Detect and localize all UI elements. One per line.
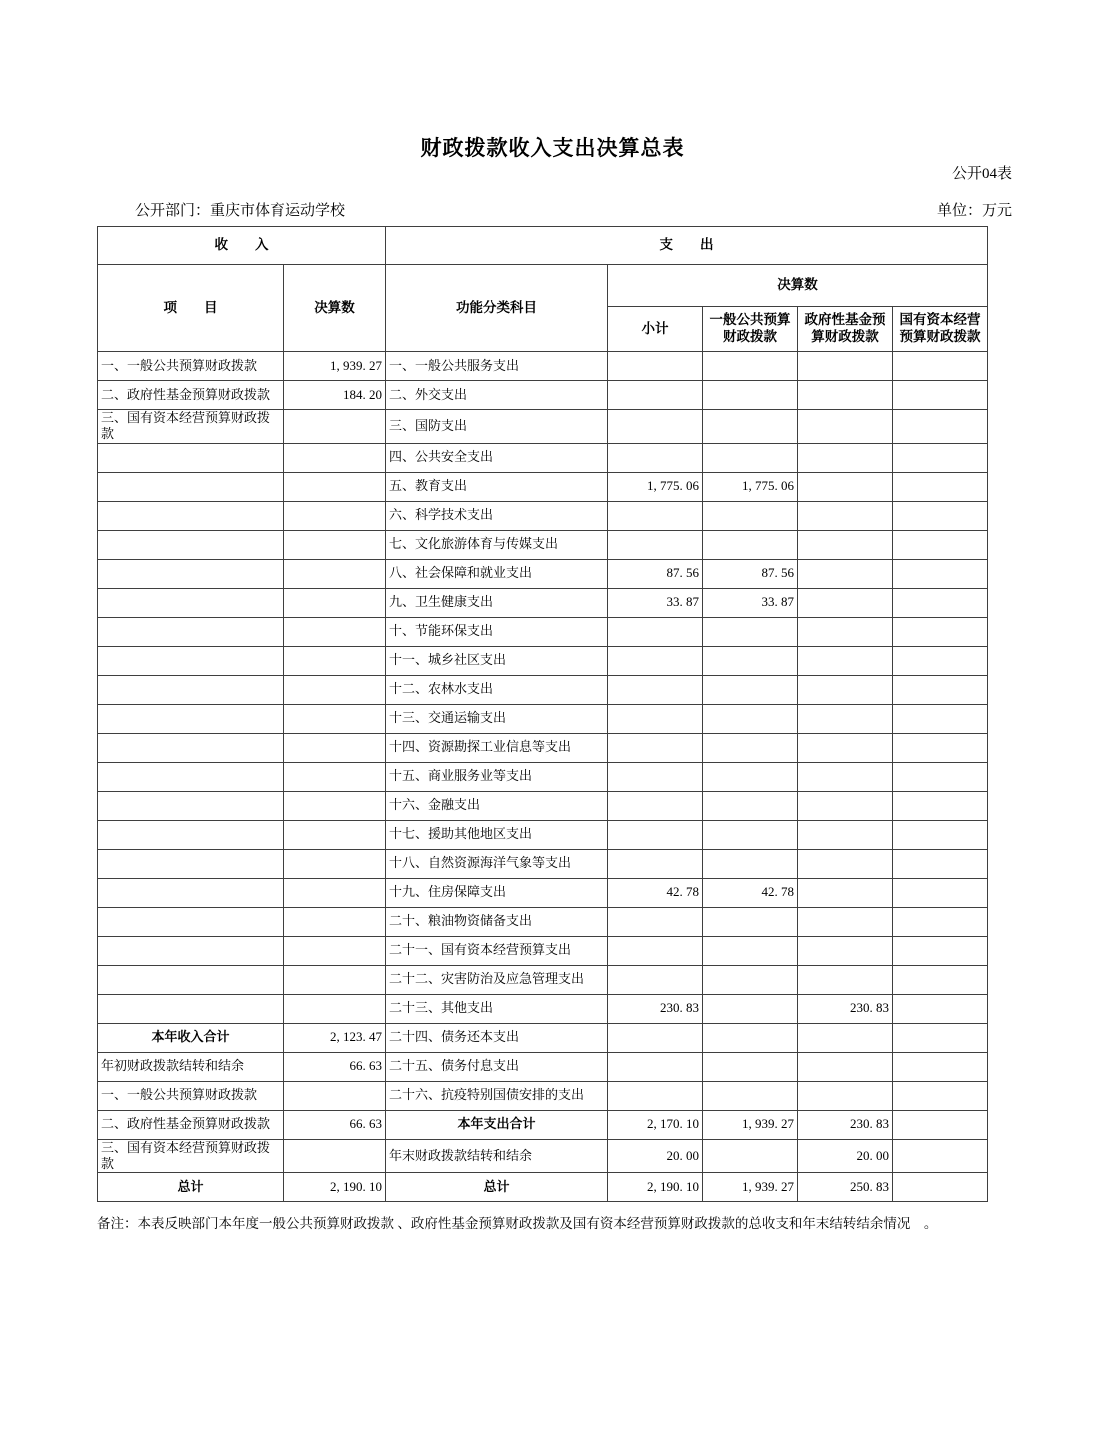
exp-state-capital-cell	[893, 1139, 988, 1173]
exp-item-cell: 一、一般公共服务支出	[386, 352, 608, 381]
income-amount-cell: 66. 63	[284, 1110, 386, 1139]
exp-general-budget-cell	[703, 907, 798, 936]
income-amount-cell	[284, 443, 386, 472]
exp-subtotal-cell	[608, 646, 703, 675]
exp-gov-fund-cell	[798, 410, 893, 444]
income-amount-cell	[284, 530, 386, 559]
income-item-header: 项 目	[98, 265, 284, 352]
exp-general-budget-cell: 1, 939. 27	[703, 1110, 798, 1139]
exp-subtotal-cell: 2, 190. 10	[608, 1173, 703, 1202]
income-item-cell: 总计	[98, 1173, 284, 1202]
exp-state-capital-cell	[893, 381, 988, 410]
income-item-cell: 本年收入合计	[98, 1023, 284, 1052]
exp-subtotal-cell: 33. 87	[608, 588, 703, 617]
exp-item-cell: 七、文化旅游体育与传媒支出	[386, 530, 608, 559]
exp-subtotal-cell: 42. 78	[608, 878, 703, 907]
income-item-cell	[98, 617, 284, 646]
table-row	[98, 588, 988, 617]
gov-fund-col-header: 政府性基金预算财政拨款	[798, 307, 893, 352]
income-item-cell	[98, 791, 284, 820]
income-amount-cell	[284, 820, 386, 849]
exp-state-capital-cell	[893, 443, 988, 472]
exp-item-cell: 六、科学技术支出	[386, 501, 608, 530]
exp-state-capital-cell	[893, 501, 988, 530]
exp-state-capital-cell	[893, 907, 988, 936]
income-amount-cell	[284, 965, 386, 994]
exp-state-capital-cell	[893, 878, 988, 907]
exp-gov-fund-cell	[798, 617, 893, 646]
exp-general-budget-cell	[703, 1139, 798, 1173]
table-row	[98, 820, 988, 849]
income-item-cell	[98, 646, 284, 675]
exp-subtotal-cell: 87. 56	[608, 559, 703, 588]
income-item-cell	[98, 472, 284, 501]
income-item-cell	[98, 704, 284, 733]
income-amount-cell: 2, 190. 10	[284, 1173, 386, 1202]
exp-gov-fund-cell	[798, 878, 893, 907]
exp-state-capital-cell	[893, 1110, 988, 1139]
exp-subtotal-cell	[608, 791, 703, 820]
table-row	[98, 994, 988, 1023]
exp-gov-fund-cell	[798, 352, 893, 381]
table-row	[98, 733, 988, 762]
exp-state-capital-cell	[893, 1052, 988, 1081]
exp-item-cell: 二十五、债务付息支出	[386, 1052, 608, 1081]
income-amount-cell	[284, 791, 386, 820]
income-amount-cell	[284, 588, 386, 617]
income-item-cell: 二、政府性基金预算财政拨款	[98, 381, 284, 410]
exp-state-capital-cell	[893, 704, 988, 733]
exp-item-cell: 二、外交支出	[386, 381, 608, 410]
exp-state-capital-cell	[893, 472, 988, 501]
income-item-cell: 一、一般公共预算财政拨款	[98, 1081, 284, 1110]
page-title: 财政拨款收入支出决算总表	[420, 137, 685, 160]
exp-item-cell: 十九、住房保障支出	[386, 878, 608, 907]
exp-state-capital-cell	[893, 352, 988, 381]
exp-subtotal-cell	[608, 501, 703, 530]
income-amount-cell	[284, 907, 386, 936]
income-item-cell: 年初财政拨款结转和结余	[98, 1052, 284, 1081]
table-row	[98, 675, 988, 704]
exp-gov-fund-cell	[798, 762, 893, 791]
exp-subtotal-cell: 1, 775. 06	[608, 472, 703, 501]
table-row	[98, 530, 988, 559]
table-row	[98, 559, 988, 588]
exp-item-cell: 年末财政拨款结转和结余	[386, 1139, 608, 1173]
exp-gov-fund-cell: 230. 83	[798, 1110, 893, 1139]
exp-subtotal-cell: 2, 170. 10	[608, 1110, 703, 1139]
exp-general-budget-cell	[703, 704, 798, 733]
exp-state-capital-cell	[893, 849, 988, 878]
income-item-cell	[98, 965, 284, 994]
exp-general-budget-cell	[703, 936, 798, 965]
exp-gov-fund-cell	[798, 791, 893, 820]
exp-general-budget-cell	[703, 1023, 798, 1052]
table-row	[98, 352, 988, 381]
subtotal-col-header: 小计	[608, 307, 703, 352]
income-amount-cell: 184. 20	[284, 381, 386, 410]
footnote: 备注：本表反映部门本年度一般公共预算财政拨款 、政府性基金预算财政拨款及国有资本经营预算财政拨款的总收支和年末结转结余情况 。	[97, 1216, 938, 1231]
exp-state-capital-cell	[893, 791, 988, 820]
income-item-cell	[98, 501, 284, 530]
exp-gov-fund-cell	[798, 675, 893, 704]
functional-category-header: 功能分类科目	[386, 265, 608, 352]
exp-gov-fund-cell	[798, 820, 893, 849]
exp-gov-fund-cell	[798, 733, 893, 762]
income-amount-cell: 1, 939. 27	[284, 352, 386, 381]
income-item-cell	[98, 936, 284, 965]
exp-gov-fund-cell: 250. 83	[798, 1173, 893, 1202]
income-amount-cell	[284, 704, 386, 733]
exp-subtotal-cell	[608, 849, 703, 878]
exp-general-budget-cell	[703, 646, 798, 675]
income-item-cell	[98, 994, 284, 1023]
table-row	[98, 965, 988, 994]
exp-state-capital-cell	[893, 994, 988, 1023]
exp-general-budget-cell: 87. 56	[703, 559, 798, 588]
table-row	[98, 791, 988, 820]
income-item-cell	[98, 878, 284, 907]
table-row	[98, 1139, 988, 1173]
table-row	[98, 907, 988, 936]
exp-item-cell: 二十一、国有资本经营预算支出	[386, 936, 608, 965]
exp-gov-fund-cell	[798, 381, 893, 410]
income-amount-cell	[284, 410, 386, 444]
exp-gov-fund-cell	[798, 965, 893, 994]
table-row	[98, 646, 988, 675]
income-item-cell	[98, 530, 284, 559]
exp-gov-fund-cell	[798, 646, 893, 675]
exp-gov-fund-cell	[798, 1081, 893, 1110]
exp-general-budget-cell	[703, 762, 798, 791]
exp-gov-fund-cell	[798, 472, 893, 501]
exp-state-capital-cell	[893, 617, 988, 646]
exp-subtotal-cell: 230. 83	[608, 994, 703, 1023]
exp-item-cell: 十七、援助其他地区支出	[386, 820, 608, 849]
table-row	[98, 1052, 988, 1081]
exp-state-capital-cell	[893, 762, 988, 791]
exp-general-budget-cell	[703, 820, 798, 849]
income-amount-cell	[284, 1081, 386, 1110]
exp-item-cell: 四、公共安全支出	[386, 443, 608, 472]
exp-item-cell: 九、卫生健康支出	[386, 588, 608, 617]
exp-general-budget-cell: 33. 87	[703, 588, 798, 617]
exp-subtotal-cell	[608, 443, 703, 472]
income-amount-cell	[284, 994, 386, 1023]
income-item-cell: 三、国有资本经营预算财政拨款	[98, 1139, 284, 1173]
table-row	[98, 1023, 988, 1052]
income-amount-cell	[284, 1139, 386, 1173]
income-item-cell	[98, 675, 284, 704]
exp-subtotal-cell: 20. 00	[608, 1139, 703, 1173]
table-row	[98, 1110, 988, 1139]
exp-subtotal-cell	[608, 1023, 703, 1052]
table-row	[98, 381, 988, 410]
exp-general-budget-cell	[703, 994, 798, 1023]
income-amount-cell	[284, 617, 386, 646]
exp-state-capital-cell	[893, 530, 988, 559]
exp-general-budget-cell	[703, 1081, 798, 1110]
income-amount-cell: 66. 63	[284, 1052, 386, 1081]
exp-general-budget-cell: 1, 939. 27	[703, 1173, 798, 1202]
exp-gov-fund-cell	[798, 501, 893, 530]
exp-subtotal-cell	[608, 704, 703, 733]
exp-general-budget-cell	[703, 849, 798, 878]
exp-gov-fund-cell: 230. 83	[798, 994, 893, 1023]
income-item-cell	[98, 849, 284, 878]
exp-item-cell: 十二、农林水支出	[386, 675, 608, 704]
income-amount-cell	[284, 733, 386, 762]
exp-general-budget-cell	[703, 617, 798, 646]
table-row	[98, 1081, 988, 1110]
income-amount-cell	[284, 762, 386, 791]
table-row	[98, 443, 988, 472]
income-amount-cell	[284, 501, 386, 530]
table-row	[98, 1173, 988, 1202]
exp-subtotal-cell	[608, 381, 703, 410]
final-accounts-table	[97, 226, 988, 1202]
exp-gov-fund-cell	[798, 559, 893, 588]
table-body	[98, 352, 988, 1202]
exp-subtotal-cell	[608, 762, 703, 791]
exp-subtotal-cell	[608, 965, 703, 994]
exp-item-cell: 五、教育支出	[386, 472, 608, 501]
income-item-cell	[98, 907, 284, 936]
income-amount-cell	[284, 849, 386, 878]
general-budget-col-header: 一般公共预算财政拨款	[703, 307, 798, 352]
exp-item-cell: 二十六、抗疫特别国债安排的支出	[386, 1081, 608, 1110]
table-header-row-main	[98, 265, 988, 307]
income-item-cell	[98, 820, 284, 849]
exp-state-capital-cell	[893, 936, 988, 965]
income-amount-cell	[284, 675, 386, 704]
income-amount-cell: 2, 123. 47	[284, 1023, 386, 1052]
income-item-cell: 二、政府性基金预算财政拨款	[98, 1110, 284, 1139]
exp-gov-fund-cell	[798, 907, 893, 936]
exp-subtotal-cell	[608, 352, 703, 381]
exp-general-budget-cell	[703, 352, 798, 381]
income-item-cell	[98, 588, 284, 617]
exp-subtotal-cell	[608, 1052, 703, 1081]
exp-item-cell: 本年支出合计	[386, 1110, 608, 1139]
exp-state-capital-cell	[893, 675, 988, 704]
income-item-cell	[98, 733, 284, 762]
table-row	[98, 849, 988, 878]
exp-subtotal-cell	[608, 530, 703, 559]
exp-general-budget-cell	[703, 733, 798, 762]
exp-state-capital-cell	[893, 559, 988, 588]
exp-gov-fund-cell	[798, 936, 893, 965]
exp-state-capital-cell	[893, 588, 988, 617]
state-capital-col-header: 国有资本经营预算财政拨款	[893, 307, 988, 352]
exp-general-budget-cell	[703, 675, 798, 704]
table-row	[98, 878, 988, 907]
income-item-cell	[98, 559, 284, 588]
exp-general-budget-cell	[703, 530, 798, 559]
department-label: 公开部门：重庆市体育运动学校	[135, 203, 346, 219]
exp-item-cell: 总计	[386, 1173, 608, 1202]
exp-gov-fund-cell	[798, 1052, 893, 1081]
exp-state-capital-cell	[893, 820, 988, 849]
exp-subtotal-cell	[608, 617, 703, 646]
income-item-cell: 一、一般公共预算财政拨款	[98, 352, 284, 381]
exp-state-capital-cell	[893, 965, 988, 994]
exp-item-cell: 十四、资源勘探工业信息等支出	[386, 733, 608, 762]
exp-item-cell: 十五、商业服务业等支出	[386, 762, 608, 791]
exp-general-budget-cell	[703, 501, 798, 530]
exp-gov-fund-cell: 20. 00	[798, 1139, 893, 1173]
table-row	[98, 410, 988, 444]
exp-subtotal-cell	[608, 1081, 703, 1110]
exp-gov-fund-cell	[798, 1023, 893, 1052]
exp-state-capital-cell	[893, 1173, 988, 1202]
exp-state-capital-cell	[893, 1023, 988, 1052]
table-row	[98, 762, 988, 791]
table-row	[98, 936, 988, 965]
exp-general-budget-cell: 1, 775. 06	[703, 472, 798, 501]
exp-gov-fund-cell	[798, 443, 893, 472]
exp-gov-fund-cell	[798, 849, 893, 878]
table-header-row-groups	[98, 227, 988, 265]
exp-amount-group-header: 决算数	[608, 265, 988, 307]
exp-state-capital-cell	[893, 733, 988, 762]
exp-subtotal-cell	[608, 907, 703, 936]
unit-label: 单位：万元	[936, 203, 1012, 219]
exp-state-capital-cell	[893, 646, 988, 675]
exp-general-budget-cell	[703, 965, 798, 994]
table-row	[98, 472, 988, 501]
exp-general-budget-cell	[703, 443, 798, 472]
exp-item-cell: 三、国防支出	[386, 410, 608, 444]
exp-item-cell: 二十四、债务还本支出	[386, 1023, 608, 1052]
table-row	[98, 617, 988, 646]
exp-general-budget-cell: 42. 78	[703, 878, 798, 907]
exp-subtotal-cell	[608, 733, 703, 762]
exp-state-capital-cell	[893, 410, 988, 444]
exp-item-cell: 十一、城乡社区支出	[386, 646, 608, 675]
income-amount-cell	[284, 878, 386, 907]
exp-general-budget-cell	[703, 410, 798, 444]
exp-general-budget-cell	[703, 791, 798, 820]
income-amount-cell	[284, 559, 386, 588]
income-item-cell: 三、国有资本经营预算财政拨款	[98, 410, 284, 444]
income-amount-cell	[284, 936, 386, 965]
table-row	[98, 704, 988, 733]
income-item-cell	[98, 443, 284, 472]
income-group-header: 收 入	[98, 227, 386, 265]
exp-item-cell: 二十、粮油物资储备支出	[386, 907, 608, 936]
table-row	[98, 501, 988, 530]
table-code-label: 公开04表	[951, 166, 1012, 182]
exp-general-budget-cell	[703, 1052, 798, 1081]
exp-item-cell: 十三、交通运输支出	[386, 704, 608, 733]
expenditure-group-header: 支 出	[386, 227, 988, 265]
exp-item-cell: 十八、自然资源海洋气象等支出	[386, 849, 608, 878]
income-amount-cell	[284, 472, 386, 501]
exp-subtotal-cell	[608, 936, 703, 965]
exp-gov-fund-cell	[798, 704, 893, 733]
exp-item-cell: 八、社会保障和就业支出	[386, 559, 608, 588]
exp-subtotal-cell	[608, 675, 703, 704]
exp-item-cell: 二十二、灾害防治及应急管理支出	[386, 965, 608, 994]
exp-gov-fund-cell	[798, 588, 893, 617]
exp-gov-fund-cell	[798, 530, 893, 559]
exp-state-capital-cell	[893, 1081, 988, 1110]
exp-item-cell: 十、节能环保支出	[386, 617, 608, 646]
exp-subtotal-cell	[608, 820, 703, 849]
exp-general-budget-cell	[703, 381, 798, 410]
exp-subtotal-cell	[608, 410, 703, 444]
exp-item-cell: 十六、金融支出	[386, 791, 608, 820]
income-amount-header: 决算数	[284, 265, 386, 352]
income-amount-cell	[284, 646, 386, 675]
income-item-cell	[98, 762, 284, 791]
exp-item-cell: 二十三、其他支出	[386, 994, 608, 1023]
